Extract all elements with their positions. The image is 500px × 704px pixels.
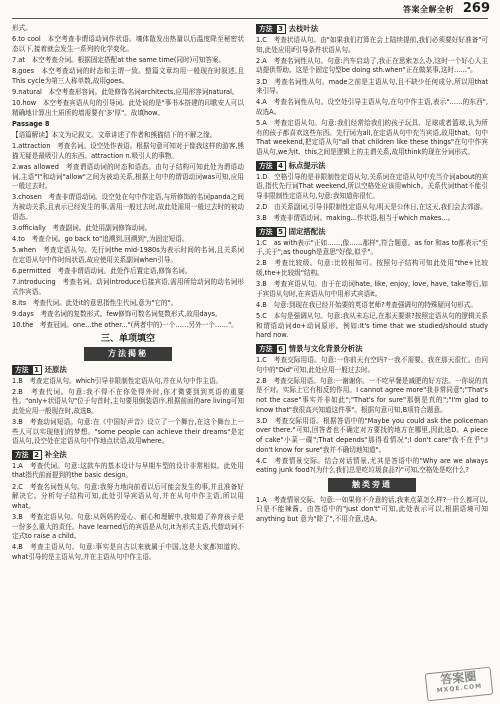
answer-item: 2.B 考查交际用语。句意:一谢谢你。一不吃早餐是减肥的好方法。一你说的真是不对。实际上它有相反的作用。I cannot agree more"我非常同意";"That's not the case"事实并非如此";"That's for sure"那倒是真的";"I'm glad to know that"我很高兴知道这件事"。根据句意可知,B项符合题意。 xyxy=(256,376,488,414)
right-column xyxy=(256,24,488,526)
answer-item: 1.D 空格引导的是非限制性定语从句,关系词在定语从句中充当介词about的宾语,指代先行词That weekend,所以空格处应该用which。关系代词that不能引导非限制性定语从句,句意:我知道你很忙。 xyxy=(256,172,488,200)
watermark-url: MXQE.COM xyxy=(436,682,483,695)
method-title: 固定搭配法 xyxy=(288,226,326,236)
answer-item: 2.C 考查名词性从句。句意:我努力地向前看以后可能会发生的事,并且准备好解决它。分析句子结构可知,此处引导宾语从句,并在从句中作主语,所以用what。 xyxy=(12,482,244,510)
answer-item: 5.C 本句是强调从句。句意:我从未忘记,在那天要谁?按照定语从句的逻辑关系和谓语动词do+动词原形。例如:It's time that we studied/should study hard now. xyxy=(256,312,488,340)
method-tag: 方法 xyxy=(256,227,276,237)
answer-item: 3.B 考查非谓语动词。making...作状语,相当于which makes...。 xyxy=(256,214,455,223)
answer-item: 8.its 考查代词。此处it的意思指性生代词,意为"它的"。 xyxy=(12,298,178,307)
answer-item: 2.A 考查名词性从句。句意:汽车启动了,我正在思索怎么办,这时一个好心人主动提供帮助。这是个固定句型be doing sth.when"正在做某事,这时……"。 xyxy=(256,56,488,75)
method-banner: 方法揭秘 xyxy=(84,347,172,361)
method-title: 补全法 xyxy=(44,450,67,460)
practice-banner: 触类旁通 xyxy=(328,478,416,492)
answer-para: 形式。 xyxy=(12,24,32,32)
passage-title: Passage 8 xyxy=(12,119,50,128)
method-tag: 方法 xyxy=(12,365,32,375)
answer-item: 2.B 考查比较级。句意:比较相知可。按照句子结构可知此处用"the+比较级,the+比较级"结构。 xyxy=(256,259,488,278)
answer-item: 7.introducing 考查名词。动词introduce后接宾语,需用所给动词的动名词形式作宾语。 xyxy=(12,278,244,296)
method-title: 情景与文化背景分析法 xyxy=(288,344,363,354)
method-number: 3 xyxy=(276,24,286,34)
answer-item: 1.A 考查情景交际。句意:一如果你不介意的话,我来点菜怎么样?一什么都可以,只是不能辣酱。由答语中的"just don't"可知,此处表示可以,根据语境可知anything but 意为"除了",不用介意,选A。 xyxy=(256,495,488,524)
method-tag: 方法 xyxy=(256,344,276,354)
method-heading xyxy=(12,365,244,375)
page-header xyxy=(0,0,500,20)
answer-item: 1.attraction 考查名词。设空处作表语。根据句意可知对于像我这样的游客,熊猫无疑是最吸引人的东西。attraction n.吸引人的事物。 xyxy=(12,142,244,160)
method-title: 标点提示法 xyxy=(288,160,326,170)
header-rule xyxy=(12,18,488,19)
answer-item: 1.C as with表示"正如……,像……那样",符合题意。as for 和as to都表示"至于,关于";as though是意思"好像,似乎"。 xyxy=(256,238,488,257)
method-title: 还原法 xyxy=(44,364,67,374)
method-tag: 方法 xyxy=(12,450,32,460)
method-heading xyxy=(12,450,244,460)
method-heading xyxy=(256,227,488,237)
method-number: 6 xyxy=(276,344,286,354)
answer-item: 4.A 考查名词性从句。设空处引导主语从句,在句中作主语,表示"……的东西",故选A。 xyxy=(256,98,488,116)
answer-item: 2.D 由关系副词,引导非限制性定语从句,明天是公休日,在这天,我们会去郊游。 xyxy=(256,202,487,211)
section-heading: 三、单项填空 xyxy=(100,333,155,344)
answer-para: 10.how 本空考查宾语从句的引导词。此处说的是"事书本搭建的印歌安人可以精确地计算出土质所的墙需要有'多'厚"。故填how。 xyxy=(12,99,244,117)
answer-item: 3.B 考查动词短语。句意:在《中国好声音》设立了一个舞台,在这个舞台上一些人可以实现他们的梦想。"some people can achieve their dreams"是定语从句,设空处在定语从句中作地点状语,故用where。 xyxy=(12,418,244,446)
method-heading xyxy=(256,161,488,171)
answer-item: 3.chosen 考查非谓语动词。设空处在句中作定语,与所修饰的名词panda之间为被动关系,且表示已经发生的事,需用一般过去时,故此处需用一般过去时的被动语态。 xyxy=(12,193,244,221)
method-heading xyxy=(256,24,488,34)
watermark-text: 答案圈 xyxy=(439,669,478,687)
answer-item: 5.A 考查定语从句。句意:我们经常给我们的孩子玩具、足球或者篮球,认为所有的孩子都喜欢这些东西。先行词为all,在定语从句中充当宾语,故用that。句中That weekend,把定语从句"all that children like these things"在句中作宾语从句,we为it、this之间是逻辑上的主谓关系,故用think的现在分词形式。 xyxy=(256,119,488,156)
answer-para: 9.natural 本空考查形容词。此处修饰名词architects,应用形容词natural。 xyxy=(12,87,239,96)
answer-item: 4.B 句意:到现在我已经开始要的英语老师?考查强调句的特殊疑问句形式。 xyxy=(256,301,477,309)
answer-item: 3.D 考查名词性从句。made之前是主语从句,且不缺少任何成分,所以用that来引导。 xyxy=(256,77,488,96)
answer-item: 10.the 考查冠词。one...the other..."(两者中的)一个……另外一个……"。 xyxy=(12,321,238,330)
answer-item: 3.D 考查交际用语。根据答语中的"Maybe you could ask the policeman over there."可知,回答者也不确定对方要找的地方在哪里,因此选D。A piece of cake"小菜一碟";That depends"那得看情况";I don't care"我不在乎";I don't know for sure"我并不确切地知道"。 xyxy=(256,416,488,454)
answer-item: 1.B 考查定语从句。which引导非限制性定语从句,并在从句中作主语。 xyxy=(12,376,223,385)
answer-item: 1.C 考查交际用语。句意:一你前天有空吗?一我不需要。我在那天很忙。由问句中的"Did"可知,此处应用一般过去时。 xyxy=(256,355,488,374)
left-column xyxy=(12,24,244,564)
method-number: 4 xyxy=(276,161,286,171)
answer-item: 3.B 考查定语从句。句意:从妈妈的爱心、耐心和理解中,我知道了养育孩子是一份多么重大的责任。have learned后的宾语是从句,it为形式主语,代替动词不定式to raise a child。 xyxy=(12,513,244,541)
watermark-logo xyxy=(425,667,494,702)
answer-item: 3.officially 考查副词。此处用副词修饰动词。 xyxy=(12,223,152,232)
header-title: 答案全解全析 xyxy=(403,5,454,14)
passage-intro: 【语篇解读】本文为记叙文。文章讲述了作者和熊猫结下的不解之缘。 xyxy=(12,131,217,140)
answer-para: 6.to cool 本空考查非谓语动词作状语。壤体散发出热量以后温度降至秘密状态以下,接着就会发生一系列的化学变化。 xyxy=(12,35,244,53)
answer-item: 6.permitted 考查非谓语动词。此处作后置定语,修饰名词。 xyxy=(12,266,192,275)
answer-para: 7.at 本空考查介词。根据固定搭配at the same time(同时)可知答案。 xyxy=(12,55,226,64)
answer-item: 3.B 考查宾语从句。由于在动词hate, like, enjoy, love, have, take等后,如于宾语从句时,在宾语从句中用形式宾语it。 xyxy=(256,280,488,298)
method-heading xyxy=(256,344,488,354)
answer-item: 2.B 考查代词。句意:我不得不在你处得外时,你才微要到到英语的重要性。"only+状语从句"位于句首时,主句要用倒装语序,根据前面的are living可知此处应用一般现在时,故选B。 xyxy=(12,387,244,415)
answer-item: 1.A 考查代词。句意:这款车的基本设计与早期车型的设计非常相似。此处用that指代前面提到的the basic design。 xyxy=(12,461,244,480)
answer-item: 2.was allowed 考查谓语动词的时态和语态。由句子结构可知此处为谓语动词,主语"I"和动词"allow"之间为被动关系,根据上句中的谓语动词was可知,应用一般过去时。 xyxy=(12,163,244,191)
answer-para: 8.goes 本空考查动词的时态和主谓一致。整篇文章均用一般现在时叙述,且This cycle为第三人称单数,故用goes。 xyxy=(12,67,244,85)
answer-item: 9.days 考查名词的复数形式。few修饰可数名词复数形式,故用days。 xyxy=(12,310,222,319)
answer-item: 4.B 考查主语从句。句意:事实是自古以来就属于中国,这是大家都知道的。what引导的是主语从句,并在主语从句中作主语。 xyxy=(12,543,244,561)
method-number: 5 xyxy=(276,227,286,237)
answer-item: 4.C 考查情景交际。结合对话情景,尤其是答语中的"Why are we always eating junk food?(为什么我们总是吃垃圾食品?)"可知,空格处是吃什么? xyxy=(256,456,488,475)
answer-item: 1.C 考查状语从句。由"如果我们打算在会上陆续提前,我们必须要好好准备"可知,此处应用if引导条件状语从句。 xyxy=(256,36,488,54)
answer-item: 4.to 考查介词。go back to"追溯到,回溯到",为固定短语。 xyxy=(12,235,189,243)
page-number: 269 xyxy=(462,1,490,16)
method-title: 去枝叶法 xyxy=(288,24,319,34)
method-tag: 方法 xyxy=(256,24,276,34)
method-number: 1 xyxy=(32,365,42,375)
method-number: 2 xyxy=(32,450,42,460)
method-tag: 方法 xyxy=(256,161,276,171)
answer-item: 5.when 考查定语从句。先行词the mid-1980s为表示时间的名词,且关系词在定语从句中作时间状语,故应使用关系副词when引导。 xyxy=(12,246,244,264)
